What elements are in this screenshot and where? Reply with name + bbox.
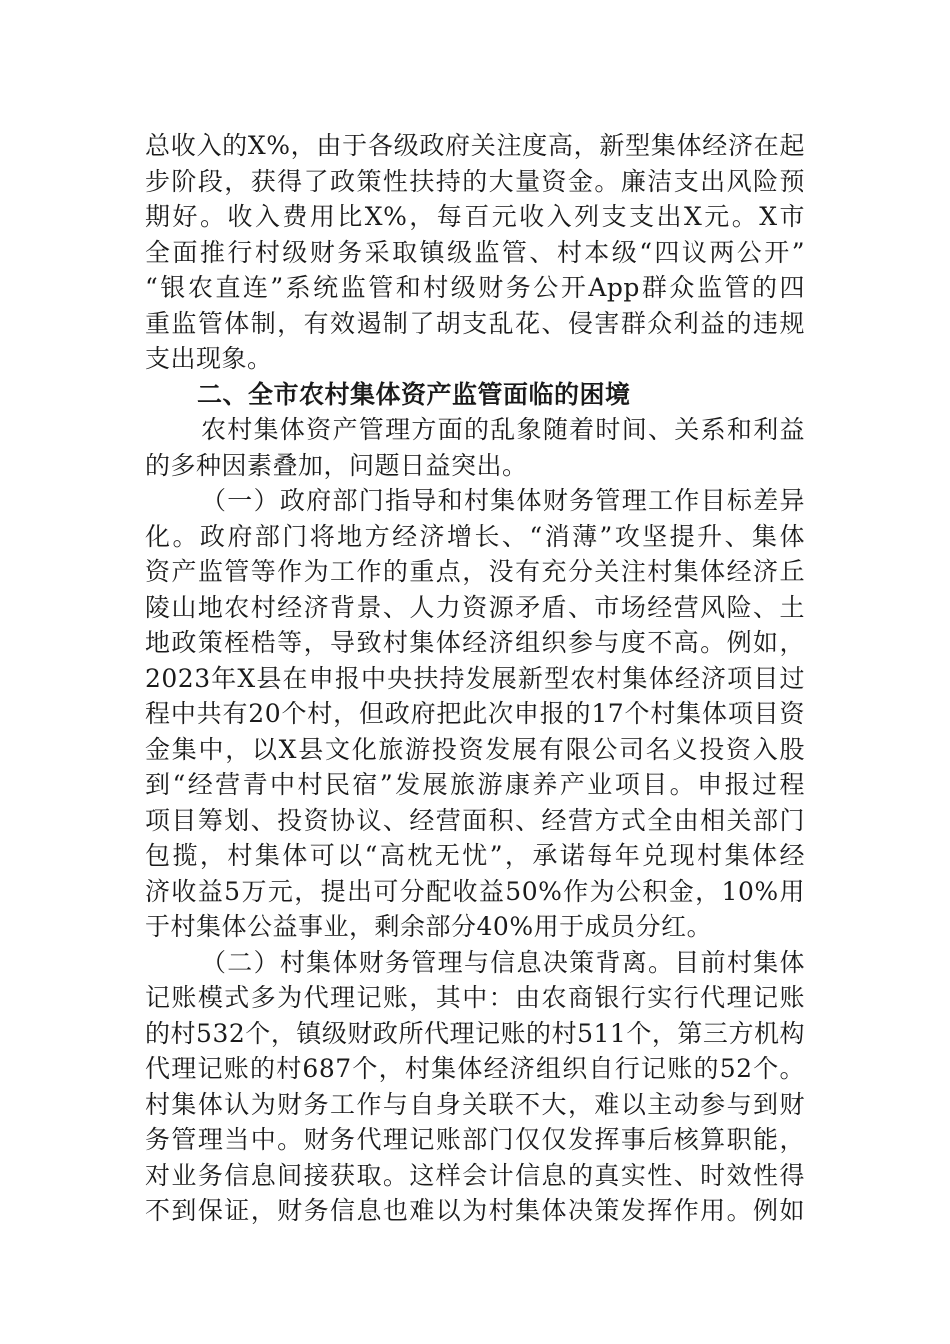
body-text-line: 于村集体公益事业，剩余部分40%用于成员分红。 <box>145 912 713 941</box>
subsection-line: （一）政府部门指导和村集体财务管理工作目标差异 <box>201 486 805 515</box>
body-text-line: 项目筹划、投资协议、经营面积、经营方式全由相关部门 <box>145 805 805 835</box>
body-text-line: 对业务信息间接获取。这样会计信息的真实性、时效性得 <box>145 1160 805 1190</box>
body-text-line: 包揽，村集体可以“高枕无忧”，承诺每年兑现村集体经 <box>145 841 805 870</box>
body-text-line: 金集中，以X县文化旅游投资发展有限公司名义投资入股 <box>145 734 805 764</box>
body-text-line: 地政策桎梏等，导致村集体经济组织参与度不高。例如， <box>145 628 805 657</box>
subsection-line: （二）村集体财务管理与信息决策背离。目前村集体 <box>201 947 805 977</box>
body-text-line: 农村集体资产管理方面的乱象随着时间、关系和利益 <box>201 415 805 444</box>
body-text-line: 到“经营青中村民宿”发展旅游康养产业项目。申报过程 <box>145 770 805 799</box>
body-text-line: 总收入的X%，由于各级政府关注度高，新型集体经济在起 <box>145 131 805 160</box>
body-text-line: 资产监管等作为工作的重点，没有充分关注村集体经济丘 <box>145 557 805 586</box>
body-text-line: 程中共有20个村，但政府把此次申报的17个村集体项目资 <box>145 699 805 728</box>
body-text-line: 济收益5万元，提出可分配收益50%作为公积金，10%用 <box>145 876 805 906</box>
body-text-line: 重监管体制，有效遏制了胡支乱花、侵害群众利益的违规 <box>145 308 805 338</box>
body-text-line: 不到保证，财务信息也难以为村集体决策发挥作用。例如 <box>145 1196 805 1225</box>
body-text-line: 期好。收入费用比X%，每百元收入列支支出X元。X市 <box>145 202 805 231</box>
body-text-line: 村集体认为财务工作与自身关联不大，难以主动参与到财 <box>145 1089 805 1119</box>
body-text-line: 的村532个，镇级财政所代理记账的村511个，第三方机构 <box>145 1018 805 1048</box>
document-body <box>145 128 805 1229</box>
body-text-line: 的多种因素叠加，问题日益突出。 <box>145 450 528 480</box>
body-text-line: 步阶段，获得了政策性扶持的大量资金。廉洁支出风险预 <box>145 166 805 196</box>
body-text-line: 2023年X县在申报中央扶持发展新型农村集体经济项目过 <box>145 663 805 693</box>
body-text-line: 支出现象。 <box>145 344 273 373</box>
body-text-line: “银农直连”系统监管和村级财务公开App群众监管的四 <box>145 273 805 302</box>
section-heading: 二、全市农村集体资产监管面临的困境 <box>197 379 631 409</box>
body-text-line: 务管理当中。财务代理记账部门仅仅发挥事后核算职能， <box>145 1125 805 1154</box>
body-text-line: 代理记账的村687个，村集体经济组织自行记账的52个。 <box>145 1054 805 1083</box>
body-text-line: 全面推行村级财务采取镇级监管、村本级“四议两公开” <box>145 237 805 267</box>
body-text-line: 化。政府部门将地方经济增长、“消薄”攻坚提升、集体 <box>145 521 805 551</box>
body-text-line: 陵山地农村经济背景、人力资源矛盾、市场经营风险、土 <box>145 592 805 622</box>
body-text-line: 记账模式多为代理记账，其中：由农商银行实行代理记账 <box>145 983 805 1012</box>
